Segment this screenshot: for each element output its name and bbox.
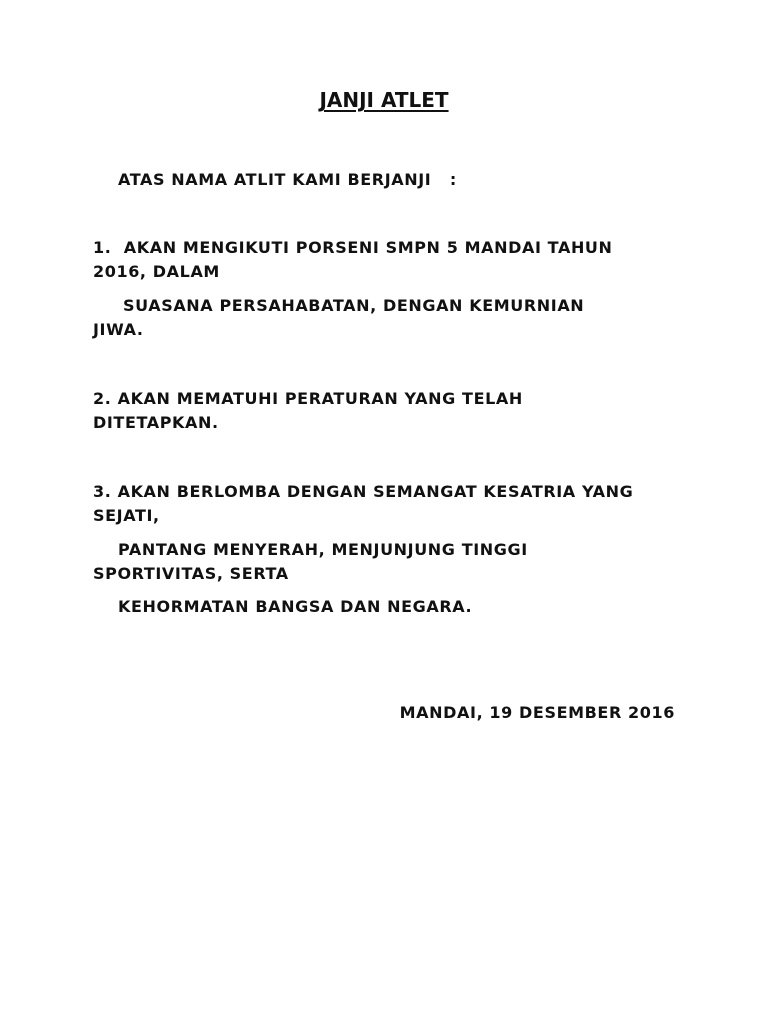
pledge-3-line-2: SEJATI, — [93, 506, 160, 525]
pledge-2-line-1: 2. AKAN MEMATUHI PERATURAN YANG TELAH — [93, 389, 523, 408]
pledge-1-line-1: 1. AKAN MENGIKUTI PORSENI SMPN 5 MANDAI TAHUN — [93, 238, 613, 257]
pledge-3-line-4: SPORTIVITAS, SERTA — [93, 564, 289, 583]
pledge-3-line-3: PANTANG MENYERAH, MENJUNJUNG TINGGI — [118, 540, 528, 559]
pledge-3-line-5: KEHORMATAN BANGSA DAN NEGARA. — [118, 597, 473, 616]
pledge-1-line-3: SUASANA PERSAHABATAN, DENGAN KEMURNIAN — [123, 296, 585, 315]
pledge-1-line-4: JIWA. — [93, 320, 144, 339]
pledge-2-line-2: DITETAPKAN. — [93, 413, 219, 432]
intro-line: ATAS NAMA ATLIT KAMI BERJANJI : — [118, 170, 457, 189]
pledge-3-line-1: 3. AKAN BERLOMBA DENGAN SEMANGAT KESATRIA YANG — [93, 482, 634, 501]
place-date: MANDAI, 19 DESEMBER 2016 — [399, 703, 675, 722]
pledge-1-line-2: 2016, DALAM — [93, 262, 220, 281]
document-title: JANJI ATLET — [319, 88, 449, 112]
